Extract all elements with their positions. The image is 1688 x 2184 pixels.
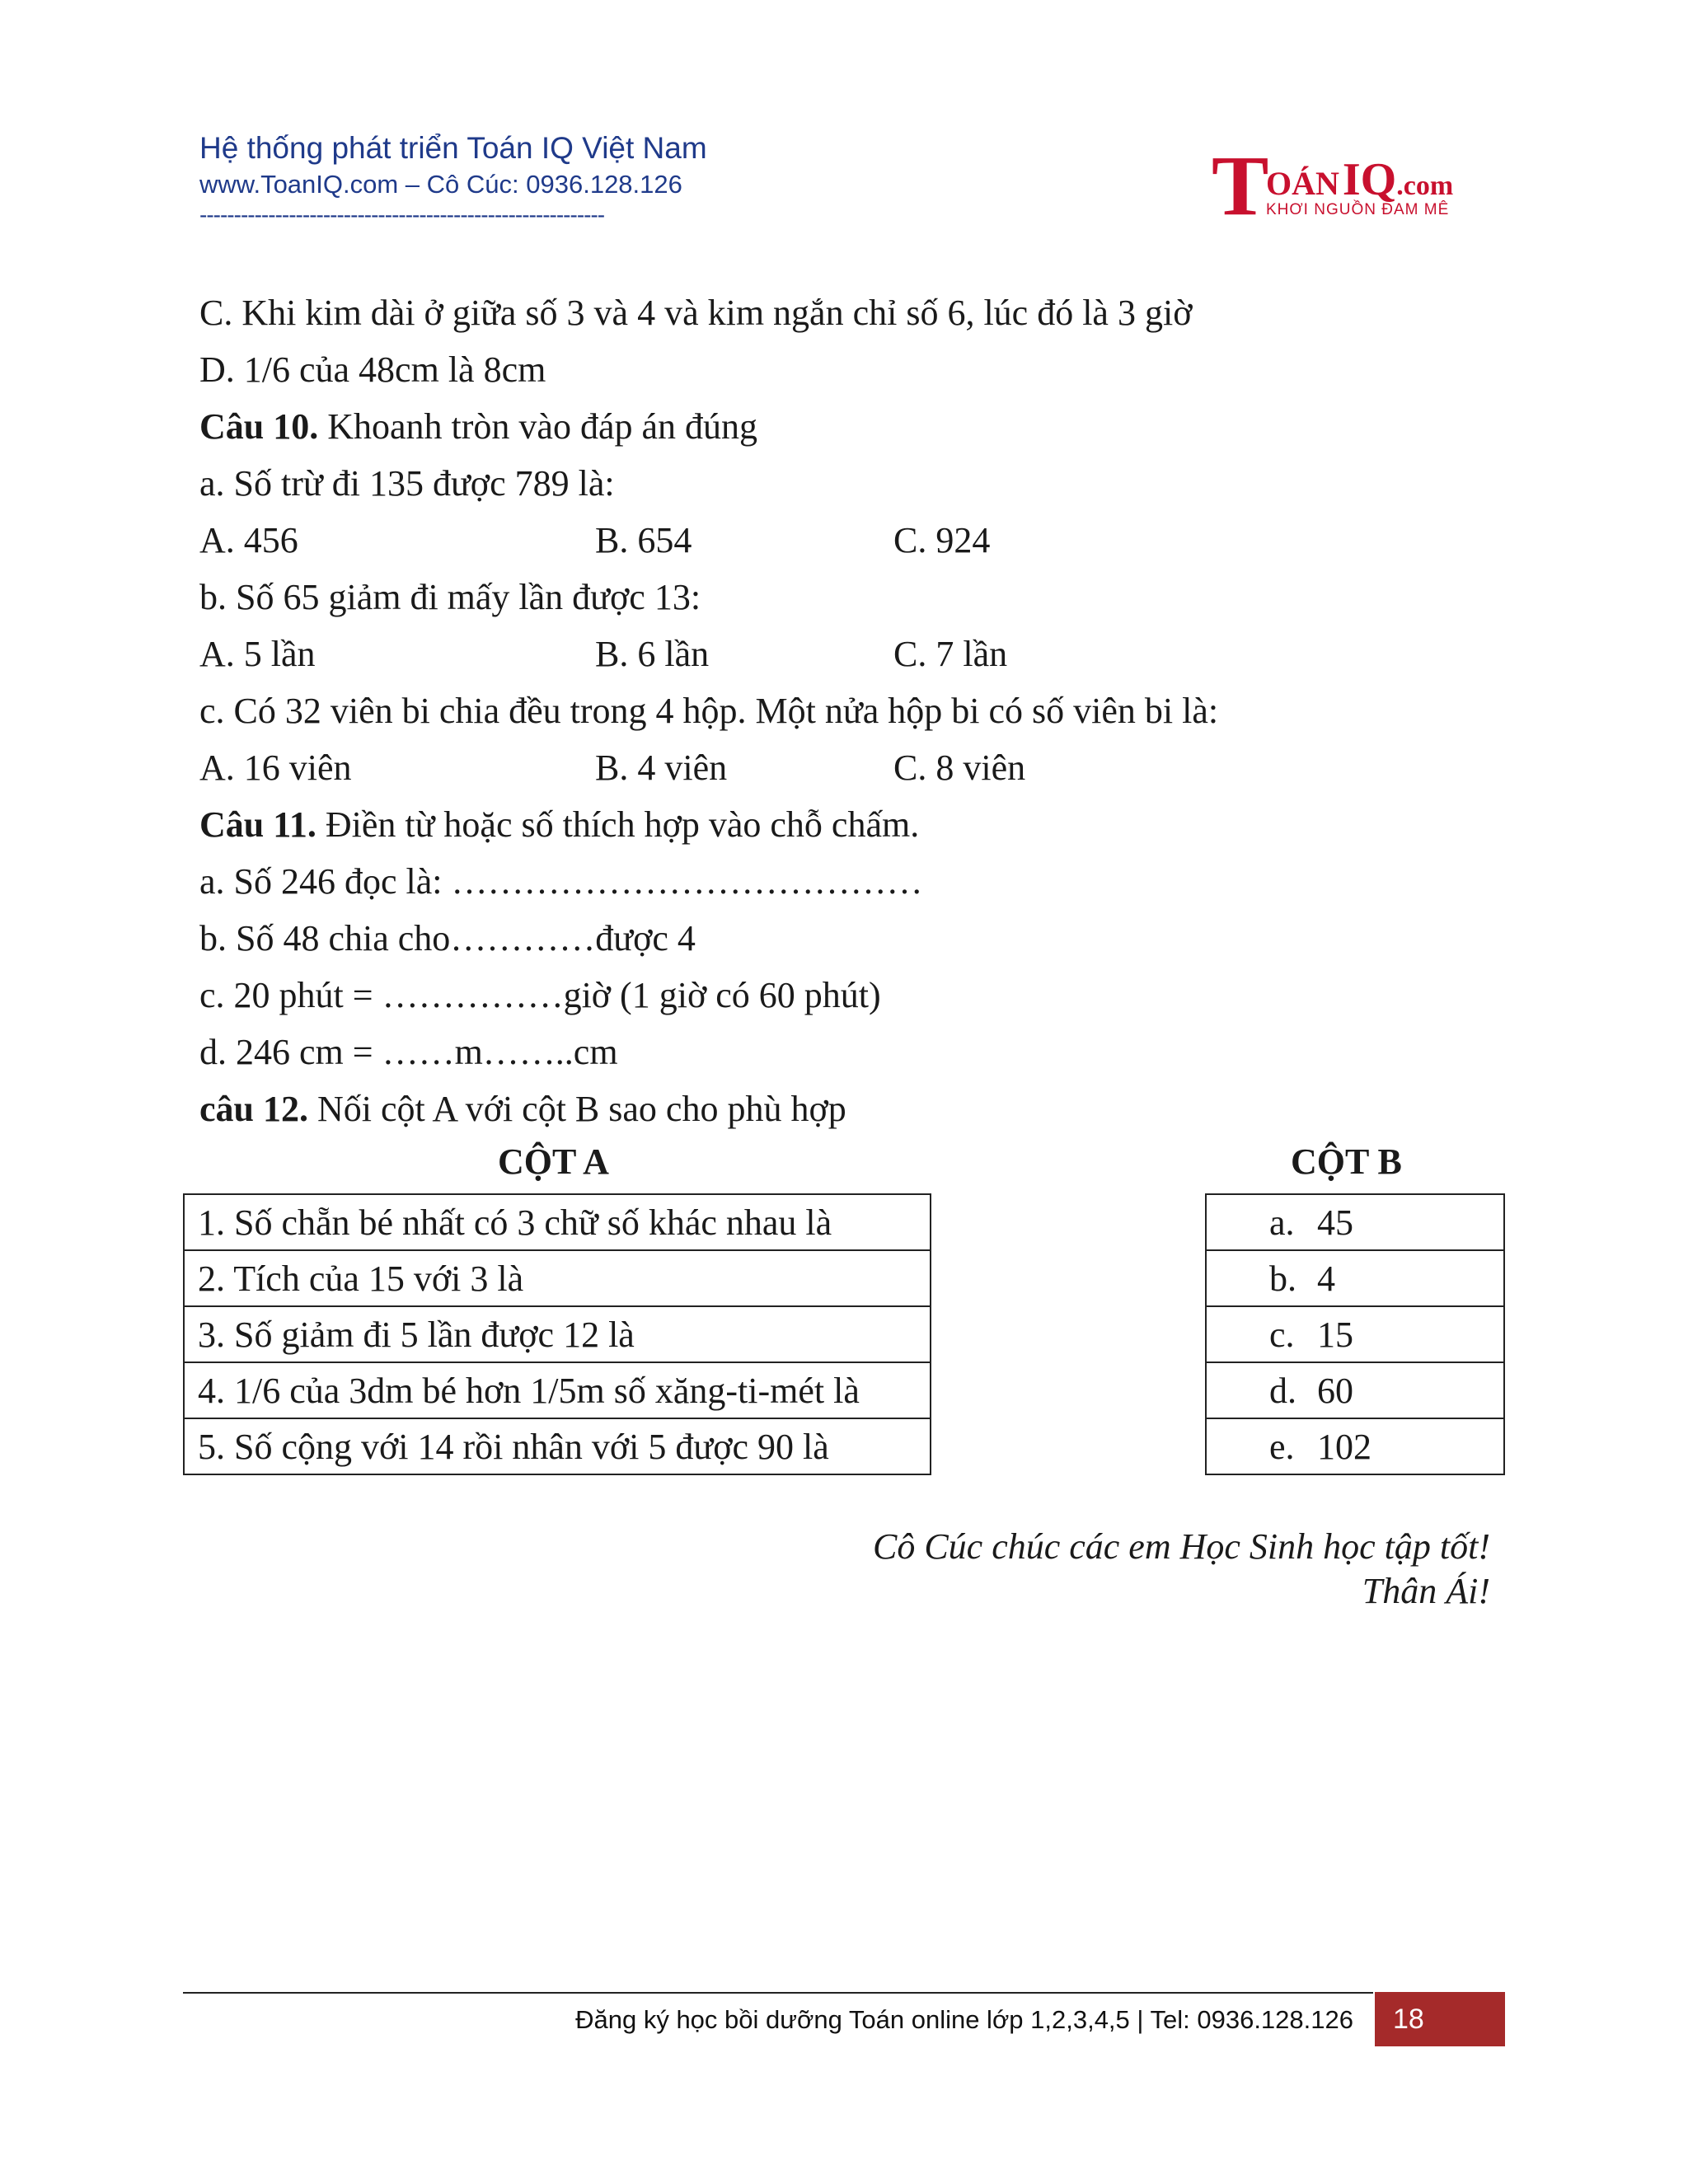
answer-option: B. 6 lần [595, 634, 710, 674]
header-divider: ----------------------------------------------------------- [199, 202, 605, 227]
logo-letter-t: T [1212, 138, 1269, 233]
choice-value: 45 [1317, 1202, 1353, 1243]
table-cell [1206, 1194, 1504, 1250]
logo-brand [1266, 153, 1453, 206]
question-label: câu 12. [199, 1089, 308, 1129]
table-row [184, 1362, 931, 1418]
question-text: Nối cột A với cột B sao cho phù hợp [308, 1089, 846, 1129]
footer-text: Đăng ký học bồi dưỡng Toán online lớp 1,2,3,4,5 | Tel: 0936.128.126 [575, 2005, 1353, 2034]
table-row [1206, 1250, 1504, 1306]
table-row [1206, 1418, 1504, 1474]
column-b-table [1205, 1193, 1505, 1475]
toaniq-logo [1212, 138, 1459, 233]
logo-tagline: KHƠI NGUỒN ĐAM MÊ [1266, 201, 1450, 218]
choice-value: 15 [1317, 1314, 1353, 1355]
q10b-question: b. Số 65 giảm đi mấy lần được 13: [199, 577, 701, 617]
table-cell [1206, 1306, 1504, 1362]
table-cell: 1. Số chẵn bé nhất có 3 chữ số khác nhau là [184, 1194, 931, 1250]
question-10-heading [199, 398, 1518, 455]
table-row [184, 1418, 931, 1474]
table-row [1206, 1194, 1504, 1250]
table-cell: 2. Tích của 15 với 3 là [184, 1250, 931, 1306]
column-b-title: CỘT B [1291, 1141, 1402, 1182]
answer-option: C. 924 [893, 520, 991, 560]
question-11-heading [199, 796, 1518, 853]
question-text: Khoanh tròn vào đáp án đúng [318, 406, 758, 447]
choice-letter: c. [1269, 1314, 1295, 1355]
logo-iq: IQ [1342, 154, 1397, 205]
logo-com: .com [1396, 171, 1454, 201]
worksheet-content [199, 284, 1518, 1137]
choice-letter: d. [1269, 1370, 1296, 1411]
q10b-options [199, 626, 1518, 682]
table-cell [1206, 1418, 1504, 1474]
table-cell [1206, 1250, 1504, 1306]
table-row [184, 1250, 931, 1306]
answer-option: B. 654 [595, 520, 692, 560]
q10a-question: a. Số trừ đi 135 được 789 là: [199, 463, 615, 504]
choice-value: 102 [1317, 1426, 1372, 1467]
page-header [199, 129, 724, 229]
table-row [1206, 1306, 1504, 1362]
table-cell [1206, 1362, 1504, 1418]
closing-line: Cô Cúc chúc các em Học Sinh học tập tốt! [872, 1526, 1490, 1567]
logo-oan: OÁN [1266, 165, 1339, 202]
option-d-line: D. 1/6 của 48cm là 8cm [199, 349, 546, 390]
question-12-heading [199, 1080, 1518, 1137]
answer-option: C. 8 viên [893, 748, 1026, 788]
table-cell: 4. 1/6 của 3dm bé hơn 1/5m số xăng-ti-mét là [184, 1362, 931, 1418]
table-cell: 3. Số giảm đi 5 lần được 12 là [184, 1306, 931, 1362]
question-text: Điền từ hoặc số thích hợp vào chỗ chấm. [316, 804, 920, 845]
answer-option: A. 5 lần [199, 634, 316, 674]
choice-letter: e. [1269, 1426, 1295, 1467]
closing-message [873, 1525, 1490, 1614]
table-cell: 5. Số cộng với 14 rồi nhân với 5 được 90 là [184, 1418, 931, 1474]
header-title: Hệ thống phát triển Toán IQ Việt Nam [199, 131, 707, 165]
q10c-question: c. Có 32 viên bi chia đều trong 4 hộp. Một nửa hộp bi có số viên bi là: [199, 691, 1219, 731]
closing-signature: Thân Ái! [1362, 1571, 1490, 1611]
table-row [1206, 1362, 1504, 1418]
page-number-badge: 18 [1375, 1992, 1505, 2046]
answer-option: A. 16 viên [199, 748, 352, 788]
choice-letter: a. [1269, 1202, 1295, 1243]
option-c-line: C. Khi kim dài ở giữa số 3 và 4 và kim ngắn chỉ số 6, lúc đó là 3 giờ [199, 293, 1193, 333]
q11-item: c. 20 phút = ……………giờ (1 giờ có 60 phút) [199, 975, 881, 1015]
answer-option: B. 4 viên [595, 748, 728, 788]
table-row [184, 1306, 931, 1362]
q11-item: d. 246 cm = ……m……..cm [199, 1032, 618, 1072]
q11-item: b. Số 48 chia cho…………được 4 [199, 918, 696, 958]
answer-option: C. 7 lần [893, 634, 1008, 674]
question-label: Câu 10. [199, 406, 319, 447]
choice-value: 4 [1317, 1258, 1335, 1299]
table-row [184, 1194, 931, 1250]
answer-option: A. 456 [199, 520, 298, 560]
header-contact: www.ToanIQ.com – Cô Cúc: 0936.128.126 [199, 170, 682, 199]
column-a-title: CỘT A [498, 1141, 609, 1182]
footer-divider [183, 1992, 1373, 1994]
choice-value: 60 [1317, 1370, 1353, 1411]
column-a-table [183, 1193, 931, 1475]
choice-letter: b. [1269, 1258, 1296, 1299]
q10c-options [199, 739, 1518, 796]
q10a-options [199, 512, 1518, 569]
question-label: Câu 11. [199, 804, 316, 845]
q11-item: a. Số 246 đọc là: ………………………………… [199, 861, 923, 902]
